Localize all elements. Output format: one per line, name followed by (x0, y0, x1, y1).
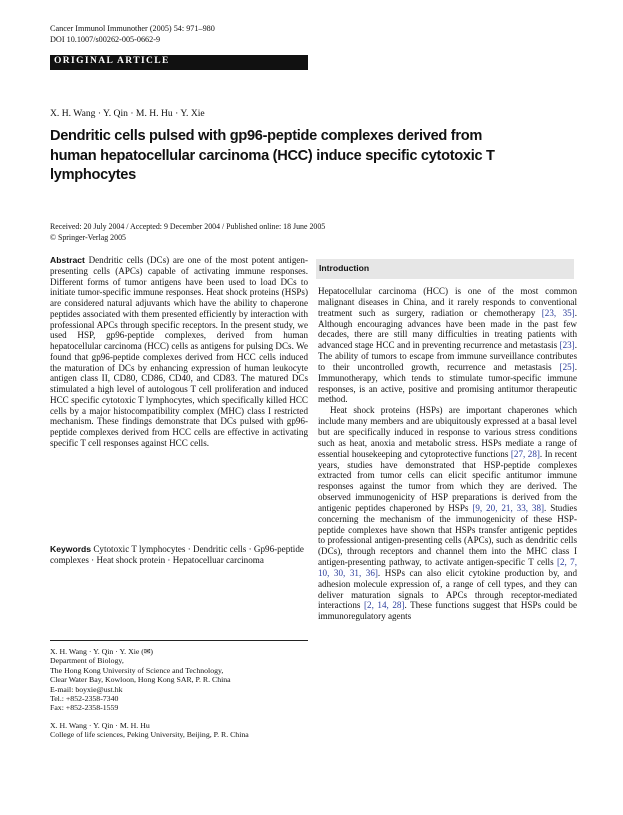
text-run: . Studies concerning the mechanism of the immunogenicity of these HSP-peptide complexes have shown that HSPs transfer antigenic peptides to professional antigen-presenting cells (APCs), such as dendritic cells (DCs), through receptors and channel them into the MHC class I antigen-presenting pathway, to activate antigen-specific T cells (318, 502, 577, 568)
text-run: . In recent years, studies have demonstrated that HSP-peptide complexes extracted from tumor cells can elicit specific antitumor immune responses against the tumor from which they are derived. The observed immunogenicity of HSP preparations is derived from the antigenic peptides chaperoned by HSPs (318, 448, 577, 513)
text-run: Hepatocellular carcinoma (HCC) is one of the most common malignant diseases in China, and it rarely responds to conventional treatment such as surgery, radiation or chemotherapy (318, 286, 577, 318)
abstract (50, 255, 308, 449)
abstract-label: Abstract (50, 255, 85, 265)
text-run: . The ability of tumors to escape from immune surveillance contributes to their uncontrolled growth, recurrence and metastasis (318, 340, 577, 372)
intro-paragraph-1 (318, 286, 577, 405)
affil1-email[interactable]: E-mail: boyxie@ust.hk (50, 684, 123, 694)
affil1-address: Clear Water Bay, Kowloon, Hong Kong SAR, P. R. China (50, 675, 231, 685)
section-banner-label: ORIGINAL ARTICLE (54, 56, 170, 66)
affil2-names: X. H. Wang · Y. Qin · M. H. Hu (50, 720, 150, 730)
author-list: X. H. Wang · Y. Qin · M. H. Hu · Y. Xie (50, 108, 205, 119)
citation-link[interactable]: [2, 14, 28] (364, 600, 405, 611)
text-run: . Immunotherapy, which tends to stimulate tumor-specific immune responses, is an active, positive and promising antitumor therapeutic method. (318, 361, 577, 405)
citation-link[interactable]: [23, 35] (541, 307, 575, 318)
intro-paragraph-2 (318, 405, 577, 622)
copyright-line: © Springer-Verlag 2005 (50, 232, 126, 242)
history-dates: Received: 20 July 2004 / Accepted: 9 December 2004 / Published online: 18 June 2005 (50, 222, 326, 231)
publication-dates (50, 222, 450, 243)
citation-link[interactable]: [9, 20, 21, 33, 38] (472, 502, 545, 513)
doi-line: DOI 10.1007/s00262-005-0662-9 (50, 34, 161, 44)
affiliation-divider (50, 640, 308, 641)
keywords (50, 544, 308, 566)
affil1-tel: Tel.: +852-2358-7340 (50, 694, 119, 704)
introduction-heading-bar (316, 259, 574, 279)
citation-link[interactable]: [25] (559, 361, 575, 372)
affil1-university: The Hong Kong University of Science and Technology, (50, 665, 224, 675)
journal-line: Cancer Immunol Immunother (2005) 54: 971–980 (50, 24, 215, 33)
section-banner (50, 55, 308, 70)
affil1-dept: Department of Biology, (50, 656, 124, 666)
citation-link[interactable]: [27, 28] (510, 448, 540, 459)
affil1-names: X. H. Wang · Y. Qin · Y. Xie (✉) (50, 647, 153, 656)
journal-citation (50, 24, 215, 45)
text-run: . HSPs can also elicit cytokine production by, and adhesion molecule expression of, a range of cell types, and they can deliver maturation signals to APCs through receptor-mediated interactions (318, 567, 577, 611)
text-run: . Although encouraging advances have been made in the past few decades, there are still many difficulties in treating patients with advanced stage HCC and in preventing recurrence and metastasis (318, 307, 577, 351)
keywords-text: Cytotoxic T lymphocytes · Dendritic cells · Gp96-peptide complexes · Heat shock protein · Hepatocelluar carcinoma (50, 544, 304, 565)
text-run: Heat shock proteins (HSPs) are important chaperones which include many members and are ubiquitously expressed at a basal level but are specifically induced in response to various stress conditions such as heat, anoxia and metabolic stress. HSPs mediate a range of essential housekeeping and cytoprotective functions (318, 405, 577, 459)
affil1-fax: Fax: +852-2358-1559 (50, 703, 119, 713)
introduction-heading: Introduction (319, 263, 370, 273)
article-title: Dendritic cells pulsed with gp96-peptide complexes derived from human hepatocellular carcinoma (HCC) induce specific cytotoxic T lymphocytes (50, 128, 495, 183)
citation-link[interactable]: [2, 7, 10, 30, 31, 36] (318, 557, 577, 578)
abstract-text: Dendritic cells (DCs) are one of the most potent antigen-presenting cells (APCs) capable of activating immune responses. Different forms of tumor antigens have been used to load DCs to initiate tumor-specific immune responses. Heat shock proteins (HSPs) are considered natural adjuvants which have the ability to chaperone peptides associated with them presented efficiently by interaction with professional APCs through specific receptors. In the present study, we used HSP, gp96-peptide complexes, derived from human hepatocellular carcinoma (HCC) cells as antigens for pulsing DCs. We found that gp96-peptide complexes derived from HCC cells induced the maturation of DCs by enhancing expression of human leukocyte antigen class II, CD80, CD86, CD40, and CD83. The matured DCs stimulated a high level of autologous T cell proliferation and induced HCC specific cytotoxic T lymphocytes, which specifically killed HCC cells by a major histocompatibility complex (MHC) class I restricted mechanism. These findings demonstrate that DCs pulsed with gp96-peptide complexes derived from HCC cells are effective in activating specific T cell responses against HCC cells. (50, 255, 308, 448)
keywords-label: Keywords (50, 544, 92, 554)
text-run: . These functions suggest that HSPs could be immunoregulatory agents (318, 600, 577, 622)
affil2-address: College of life sciences, Peking University, Beijing, P. R. China (50, 730, 249, 740)
affiliations (50, 647, 312, 740)
introduction-body (318, 286, 577, 622)
citation-link[interactable]: [23] (559, 340, 575, 351)
